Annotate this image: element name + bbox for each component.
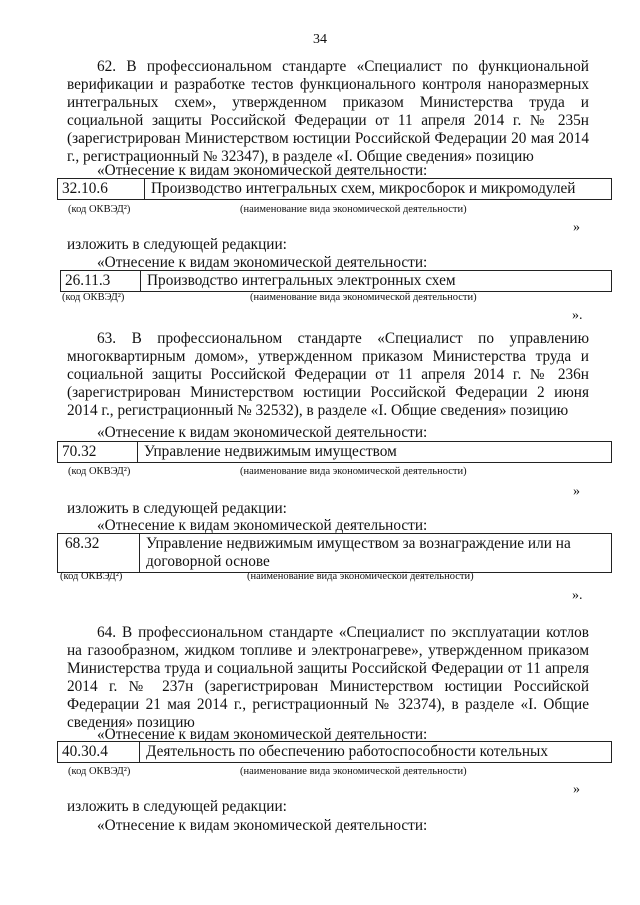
- heading-old: «Отнесение к видам экономической деятельности:: [97, 162, 428, 179]
- replace-text: изложить в следующей редакции:: [67, 798, 287, 815]
- close-quote: ».: [572, 588, 583, 603]
- okved-name: Деятельность по обеспечению работоспособности котельных: [146, 743, 548, 760]
- replace-text: изложить в следующей редакции:: [67, 500, 287, 517]
- okved-code: 70.32: [58, 442, 138, 462]
- okved-table-old: [57, 741, 612, 763]
- heading-old: «Отнесение к видам экономической деятельности:: [97, 726, 428, 743]
- paragraph-63: 63. В профессиональном стандарте «Специалист по управлению многоквартирным домом», утвержденном приказом Министерства труда и социальной защиты Российской Федерации от 11 апреля 2014 г. № 236н (зарегистрирован Министерством юстиции Российской Федерации 2 июня 2014 г., регистрационный № 32532), в разделе «I. Общие сведения» позицию: [67, 330, 589, 419]
- caption-name: (наименование вида экономической деятельности): [240, 204, 467, 215]
- heading-old: «Отнесение к видам экономической деятельности:: [97, 424, 428, 441]
- page-number: 34: [313, 32, 327, 47]
- caption-code: (код ОКВЭД²): [68, 204, 131, 215]
- okved-name: Управление недвижимым имуществом: [144, 443, 397, 460]
- okved-code: 68.32: [58, 534, 140, 572]
- okved-table-new: [57, 533, 612, 573]
- okved-table-old: [57, 178, 612, 200]
- heading-new: «Отнесение к видам экономической деятельности:: [97, 517, 428, 534]
- okved-name: Управление недвижимым имуществом за вознаграждение или на договорной основе: [146, 535, 571, 570]
- caption-code: (код ОКВЭД²): [62, 292, 125, 303]
- caption-name: (наименование вида экономической деятельности): [247, 571, 474, 582]
- caption-name: (наименование вида экономической деятельности): [250, 292, 477, 303]
- okved-table-old: [57, 441, 612, 463]
- okved-code: 26.11.3: [61, 271, 141, 291]
- caption-code: (код ОКВЭД²): [60, 571, 123, 582]
- okved-name: Производство интегральных электронных схем: [147, 272, 456, 289]
- close-quote: »: [573, 220, 580, 235]
- close-quote: »: [573, 484, 580, 499]
- okved-table-new: [60, 270, 612, 292]
- caption-name: (наименование вида экономической деятельности): [240, 766, 467, 777]
- heading-new: «Отнесение к видам экономической деятельности:: [97, 817, 428, 834]
- close-quote: »: [573, 782, 580, 797]
- caption-code: (код ОКВЭД²): [68, 466, 131, 477]
- close-quote: ».: [572, 308, 583, 323]
- paragraph-62: 62. В профессиональном стандарте «Специалист по функциональной верификации и разработке тестов функционального контроля наноразмерных интегральных схем», утвержденном приказом Министерства труда и социальной защиты Российской Федерации от 11 апреля 2014 г. № 235н (зарегистрирован Министерством юстиции Российской Федерации 20 мая 2014 г., регистрационный № 32347), в разделе «I. Общие сведения» позицию: [67, 58, 589, 165]
- caption-code: (код ОКВЭД²): [68, 766, 131, 777]
- okved-name: Производство интегральных схем, микросборок и микромодулей: [151, 180, 576, 197]
- caption-name: (наименование вида экономической деятельности): [240, 466, 467, 477]
- okved-code: 40.30.4: [58, 742, 140, 762]
- heading-new: «Отнесение к видам экономической деятельности:: [97, 254, 428, 271]
- paragraph-64: 64. В профессиональном стандарте «Специалист по эксплуатации котлов на газообразном, жидком топливе и электронагреве», утвержденном приказом Министерства труда и социальной защиты Российской Федерации от 11 апреля 2014 г. № 237н (зарегистрирован Министерством юстиции Российской Федерации 21 мая 2014 г., регистрационный № 32374), в разделе «I. Общие сведения» позицию: [67, 624, 589, 731]
- okved-code: 32.10.6: [58, 179, 145, 199]
- replace-text: изложить в следующей редакции:: [67, 236, 287, 253]
